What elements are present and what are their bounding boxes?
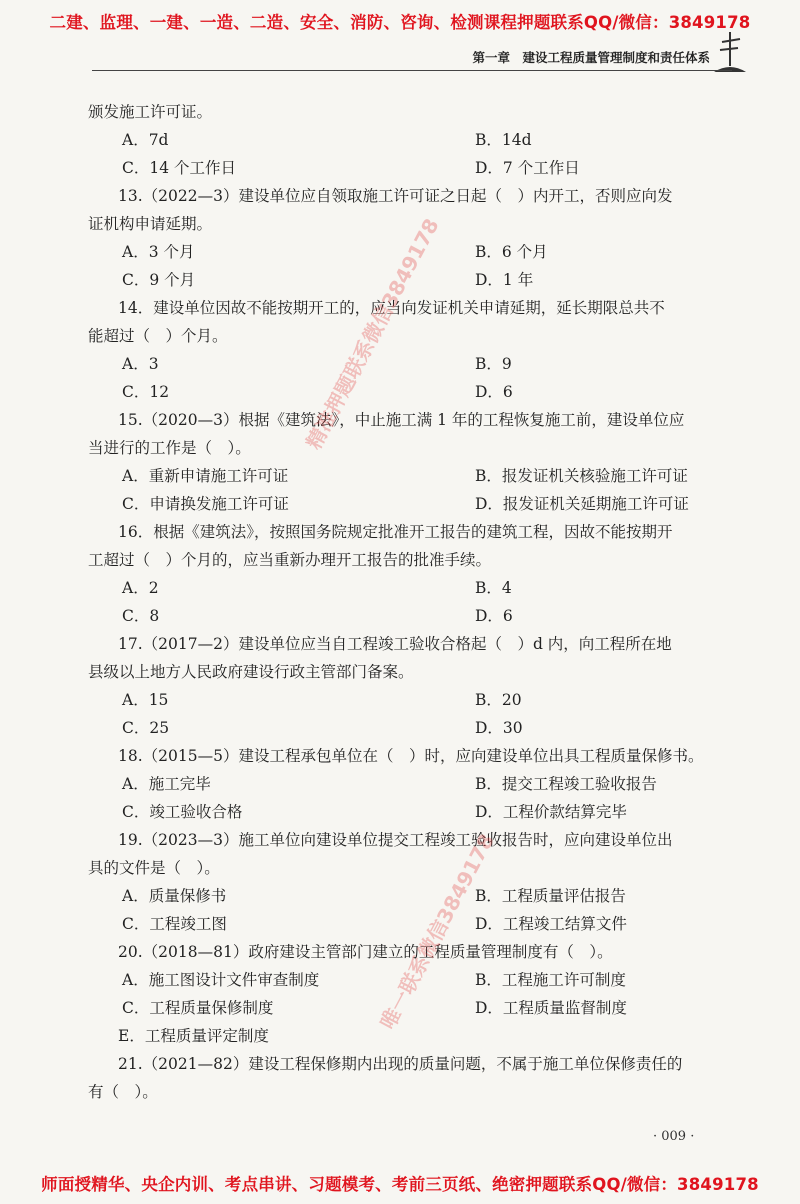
option-b: B．14d — [475, 131, 532, 149]
question-19-stem-cont: 具的文件是（ ）。 — [88, 859, 220, 877]
question-16-options-row-2 — [88, 602, 710, 630]
question-20-option-e: E．工程质量评定制度 — [118, 1027, 269, 1045]
chapter-header: 第一章 建设工程质量管理制度和责任体系 — [472, 50, 710, 65]
page-number: · 009 · — [653, 1129, 695, 1144]
question-20-stem: 20.（2018—81）政府建设主管部门建立的工程质量管理制度有（ ）。 — [118, 943, 613, 961]
bottom-promo-banner: 师面授精华、央企内训、考点串讲、习题模考、考前三页纸、绝密押题联系QQ/微信：3849178 — [41, 1175, 759, 1194]
option-d: D．7 个工作日 — [475, 159, 580, 177]
option-b: B．工程施工许可制度 — [475, 971, 626, 989]
question-15-stem-cont: 当进行的工作是（ ）。 — [88, 439, 251, 457]
option-c: C．14 个工作日 — [122, 159, 237, 177]
option-d: D．工程竣工结算文件 — [475, 915, 627, 933]
question-18-stem: 18.（2015—5）建设工程承包单位在（ ）时，应向建设单位出具工程质量保修书。 — [118, 747, 704, 765]
question-21-stem-cont: 有（ ）。 — [88, 1083, 158, 1101]
option-a: A．重新申请施工许可证 — [122, 467, 289, 485]
watermark-upper: 精准押题联系微信3849178 — [301, 214, 444, 454]
option-a: A．3 — [122, 355, 159, 373]
question-18-options-row-1 — [88, 770, 710, 798]
question-16-stem: 16．根据《建筑法》，按照国务院规定批准开工报告的建筑工程，因故不能按期开 — [118, 523, 673, 541]
option-c: C．竣工验收合格 — [122, 803, 243, 821]
option-c: C．12 — [122, 383, 170, 401]
option-d: D．6 — [475, 607, 513, 625]
option-a: A．质量保修书 — [122, 887, 227, 905]
question-15-options-row-1 — [88, 462, 710, 490]
question-17-stem-cont: 县级以上地方人民政府建设行政主管部门备案。 — [88, 663, 414, 681]
option-d: D．报发证机关延期施工许可证 — [475, 495, 689, 513]
option-c: C．申请换发施工许可证 — [122, 495, 289, 513]
watermark-lower: 唯一联系微信3849178 — [375, 829, 499, 1034]
option-a: A．施工图设计文件审查制度 — [122, 971, 320, 989]
question-12-tail: 颁发施工许可证。 — [88, 103, 213, 121]
header-ornament-icon — [712, 28, 748, 74]
option-c: C．工程质量保修制度 — [122, 999, 274, 1017]
question-19-stem: 19.（2023—3）施工单位向建设单位提交工程竣工验收报告时，应向建设单位出 — [118, 831, 673, 849]
question-17-options-row-1 — [88, 686, 710, 714]
top-promo-banner: 二建、监理、一建、一造、二造、安全、消防、咨询、检测课程押题联系QQ/微信：3849178 — [49, 13, 751, 32]
option-b: B．6 个月 — [475, 243, 548, 261]
question-14-options-row-1 — [88, 350, 710, 378]
question-16-options-row-1 — [88, 574, 710, 602]
question-14-stem: 14．建设单位因故不能按期开工的，应当向发证机关申请延期，延长期限总共不 — [118, 299, 665, 317]
option-d: D．1 年 — [475, 271, 534, 289]
option-c: C．8 — [122, 607, 160, 625]
question-12-options-row-2 — [88, 154, 710, 182]
option-b: B．9 — [475, 355, 512, 373]
question-16-stem-cont: 工超过（ ）个月的，应当重新办理开工报告的批准手续。 — [88, 551, 492, 569]
option-b: B．20 — [475, 691, 522, 709]
question-19-options-row-2 — [88, 910, 710, 938]
option-b: B．4 — [475, 579, 512, 597]
option-b: B．提交工程竣工验收报告 — [475, 775, 657, 793]
question-21-stem: 21.（2021—82）建设工程保修期内出现的质量问题，不属于施工单位保修责任的 — [118, 1055, 683, 1073]
question-15-options-row-2 — [88, 490, 710, 518]
option-a: A．施工完毕 — [122, 775, 211, 793]
question-12-options-row-1 — [88, 126, 710, 154]
question-19-options-row-1 — [88, 882, 710, 910]
header-rule — [92, 70, 732, 71]
option-a: A．15 — [122, 691, 169, 709]
question-13-stem: 13.（2022—3）建设单位应自领取施工许可证之日起（ ）内开工，否则应向发 — [118, 187, 673, 205]
option-d: D．30 — [475, 719, 523, 737]
option-c: C．工程竣工图 — [122, 915, 227, 933]
option-a: A．7d — [122, 131, 169, 149]
option-b: B．工程质量评估报告 — [475, 887, 626, 905]
question-14-stem-cont: 能超过（ ）个月。 — [88, 327, 228, 345]
question-17-options-row-2 — [88, 714, 710, 742]
option-d: D．工程质量监督制度 — [475, 999, 627, 1017]
option-c: C．9 个月 — [122, 271, 196, 289]
option-a: A．2 — [122, 579, 159, 597]
question-13-stem-cont: 证机构申请延期。 — [88, 215, 213, 233]
option-a: A．3 个月 — [122, 243, 195, 261]
option-c: C．25 — [122, 719, 170, 737]
question-14-options-row-2 — [88, 378, 710, 406]
question-18-options-row-2 — [88, 798, 710, 826]
option-d: D．6 — [475, 383, 513, 401]
question-15-stem: 15.（2020—3）根据《建筑法》，中止施工满 1 年的工程恢复施工前，建设单位应 — [118, 411, 685, 429]
option-b: B．报发证机关核验施工许可证 — [475, 467, 688, 485]
option-d: D．工程价款结算完毕 — [475, 803, 627, 821]
question-17-stem: 17.（2017—2）建设单位应当自工程竣工验收合格起（ ）d 内，向工程所在地 — [118, 635, 672, 653]
